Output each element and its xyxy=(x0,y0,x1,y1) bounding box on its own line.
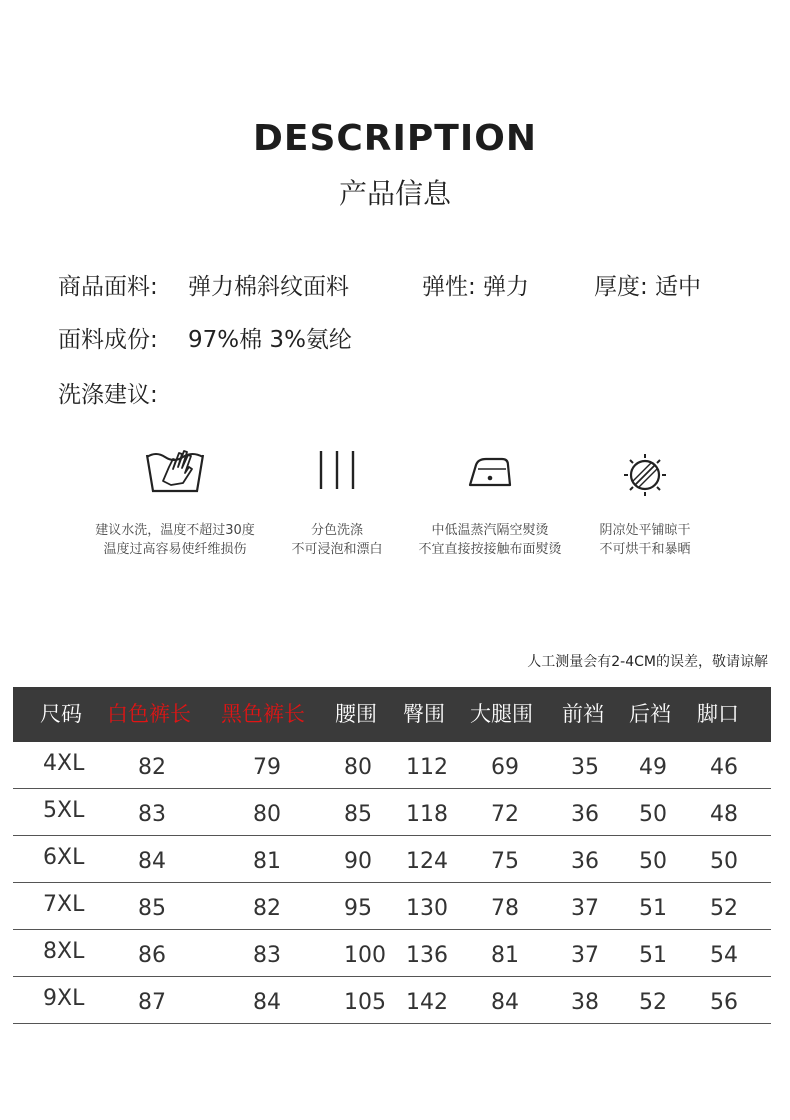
wash-text-line: 不可烘干和暴晒 xyxy=(599,542,691,557)
cell-back-rise: 50 xyxy=(639,802,667,827)
cell-leg-opening: 46 xyxy=(710,755,738,780)
cell-size: 5XL xyxy=(43,798,85,823)
cell-front-rise: 36 xyxy=(571,802,599,827)
cell-white-length: 84 xyxy=(138,849,166,874)
wash-text-line: 建议水洗，温度不超过30度 xyxy=(95,523,255,538)
cell-waist: 105 xyxy=(344,990,386,1015)
cell-leg-opening: 50 xyxy=(710,849,738,874)
cell-back-rise: 50 xyxy=(639,849,667,874)
wash-text-line: 分色洗涤 xyxy=(310,523,363,538)
cell-front-rise: 37 xyxy=(571,943,599,968)
table-row xyxy=(13,789,771,836)
cell-front-rise: 37 xyxy=(571,896,599,921)
table-row xyxy=(13,883,771,930)
cell-black-length: 83 xyxy=(253,943,281,968)
fabric-value: 弹力棉斜纹面料 xyxy=(188,274,349,300)
cell-back-rise: 49 xyxy=(639,755,667,780)
table-row xyxy=(13,977,771,1024)
wash-label: 洗涤建议: xyxy=(58,382,158,408)
wash-item-shade-dry xyxy=(550,443,740,559)
cell-size: 8XL xyxy=(43,939,85,964)
wash-text-line: 中低温蒸汽隔空熨烫 xyxy=(431,523,549,538)
cell-size: 4XL xyxy=(43,751,85,776)
cell-leg-opening: 52 xyxy=(710,896,738,921)
composition-value: 97%棉 3%氨纶 xyxy=(188,327,352,353)
header-back-rise: 后裆 xyxy=(629,702,671,726)
cell-thigh: 81 xyxy=(491,943,519,968)
cell-waist: 85 xyxy=(344,802,372,827)
cell-white-length: 85 xyxy=(138,896,166,921)
table-row xyxy=(13,930,771,977)
header-leg-opening: 脚口 xyxy=(697,702,739,726)
table-body xyxy=(13,742,771,1024)
cell-back-rise: 51 xyxy=(639,896,667,921)
cell-front-rise: 35 xyxy=(571,755,599,780)
hand-wash-icon xyxy=(143,443,207,499)
cell-size: 7XL xyxy=(43,892,85,917)
wash-text-line: 温度过高容易使纤维损伤 xyxy=(103,542,247,557)
cell-leg-opening: 48 xyxy=(710,802,738,827)
cell-black-length: 84 xyxy=(253,990,281,1015)
cell-white-length: 82 xyxy=(138,755,166,780)
cell-front-rise: 36 xyxy=(571,849,599,874)
cell-white-length: 83 xyxy=(138,802,166,827)
shade-dry-icon xyxy=(613,443,677,499)
header-size: 尺码 xyxy=(40,702,82,726)
wash-text-line: 不可浸泡和漂白 xyxy=(291,542,383,557)
separate-wash-icon xyxy=(305,443,369,499)
fabric-label: 商品面料: xyxy=(58,274,158,300)
wash-text-line: 阴凉处平铺晾干 xyxy=(599,523,691,538)
title-en: DESCRIPTION xyxy=(252,118,537,159)
wash-text-line: 不宜直接按接触布面熨烫 xyxy=(418,542,562,557)
header-black-length: 黑色裤长 xyxy=(221,702,305,726)
cell-white-length: 87 xyxy=(138,990,166,1015)
cell-hip: 136 xyxy=(406,943,448,968)
cell-hip: 112 xyxy=(406,755,448,780)
cell-waist: 90 xyxy=(344,849,372,874)
elasticity: 弹性: 弹力 xyxy=(422,274,530,300)
header-waist: 腰围 xyxy=(335,702,377,726)
cell-leg-opening: 56 xyxy=(710,990,738,1015)
cell-black-length: 80 xyxy=(253,802,281,827)
table-row xyxy=(13,742,771,789)
header-white-length: 白色裤长 xyxy=(107,702,191,726)
table-header xyxy=(13,687,771,742)
cell-black-length: 82 xyxy=(253,896,281,921)
cell-size: 6XL xyxy=(43,845,85,870)
cell-black-length: 81 xyxy=(253,849,281,874)
cell-thigh: 78 xyxy=(491,896,519,921)
header-thigh: 大腿围 xyxy=(470,702,533,726)
composition-label: 面料成份: xyxy=(58,327,158,353)
cell-white-length: 86 xyxy=(138,943,166,968)
cell-thigh: 75 xyxy=(491,849,519,874)
cell-thigh: 84 xyxy=(491,990,519,1015)
cell-hip: 124 xyxy=(406,849,448,874)
header-hip: 臀围 xyxy=(403,702,445,726)
header-front-rise: 前裆 xyxy=(562,702,604,726)
size-table xyxy=(13,687,771,1024)
cell-waist: 95 xyxy=(344,896,372,921)
cell-waist: 100 xyxy=(344,943,386,968)
iron-icon xyxy=(458,443,522,499)
cell-waist: 80 xyxy=(344,755,372,780)
cell-hip: 142 xyxy=(406,990,448,1015)
table-row xyxy=(13,836,771,883)
measurement-note: 人工测量会有2-4CM的误差，敬请谅解 xyxy=(527,654,768,670)
cell-back-rise: 51 xyxy=(639,943,667,968)
cell-black-length: 79 xyxy=(253,755,281,780)
cell-size: 9XL xyxy=(43,986,85,1011)
cell-front-rise: 38 xyxy=(571,990,599,1015)
cell-thigh: 69 xyxy=(491,755,519,780)
cell-leg-opening: 54 xyxy=(710,943,738,968)
cell-hip: 130 xyxy=(406,896,448,921)
cell-back-rise: 52 xyxy=(639,990,667,1015)
cell-hip: 118 xyxy=(406,802,448,827)
thickness: 厚度: 适中 xyxy=(594,274,702,300)
title-cn: 产品信息 xyxy=(338,177,451,210)
cell-thigh: 72 xyxy=(491,802,519,827)
